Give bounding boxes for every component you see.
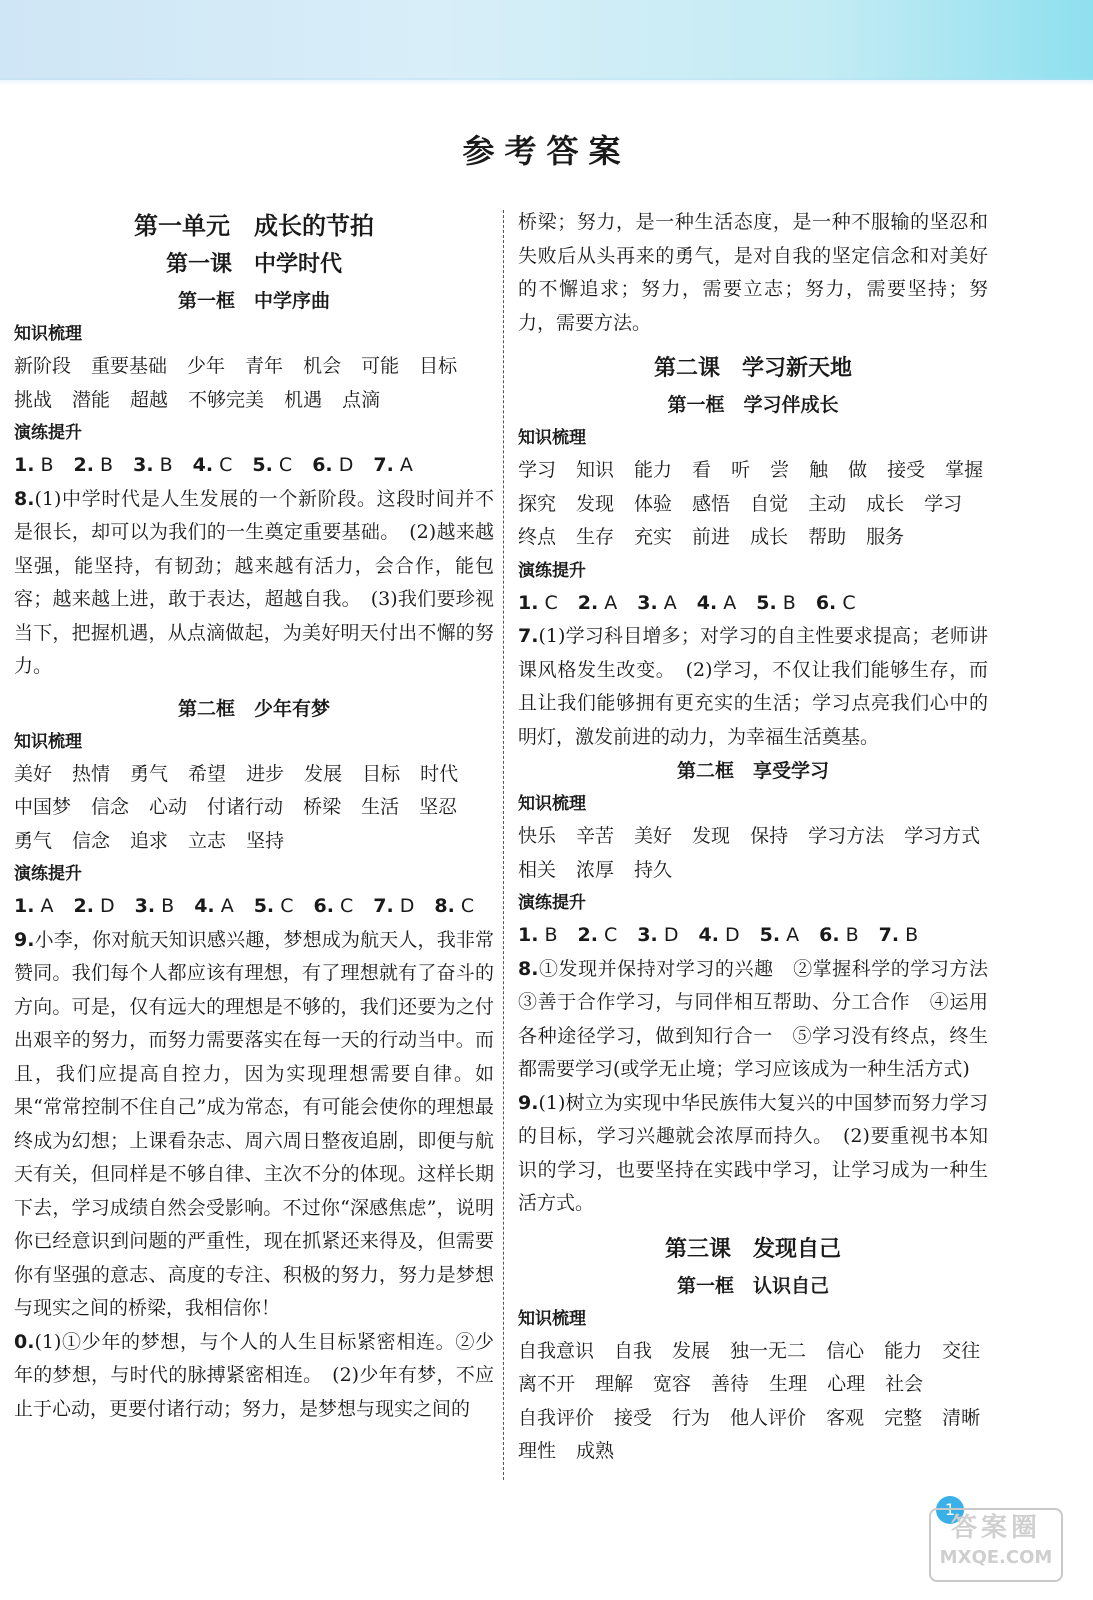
term: 自觉: [750, 492, 789, 515]
choice-answer: [74, 890, 115, 924]
term: 行为: [672, 1406, 711, 1429]
choice-number: 6.: [313, 895, 334, 917]
term: 桥梁: [303, 796, 342, 818]
answer-continuation: 桥梁；努力，是一种生活态度，是一种不服输的坚忍和失败后从头再来的勇气，是对自我的坚定信念和对美好的不懈追求；努力，需要立志；努力，需要坚持；努力，需要方法。: [518, 211, 988, 334]
term: 学习方法: [808, 825, 885, 847]
choice-answer: [434, 890, 474, 924]
frame-heading: 第二框 享受学习: [676, 760, 829, 782]
question-number: 8.: [14, 487, 35, 510]
section-label: 演练提升: [518, 893, 586, 913]
choice-answer: [135, 890, 175, 924]
section-label: 知识梳理: [14, 731, 82, 752]
choice-answer: [578, 919, 618, 953]
term: 离不开: [518, 1373, 576, 1395]
term: 主动: [808, 492, 847, 515]
choice-letter: A: [399, 454, 413, 476]
choice-number: 7.: [878, 924, 900, 946]
term: 宽容: [653, 1373, 692, 1395]
term: 点滴: [342, 388, 381, 411]
term: 学习: [518, 459, 557, 481]
top-color-band: [0, 0, 1093, 80]
choice-number: 1.: [14, 454, 35, 476]
term: 发展: [672, 1339, 711, 1362]
term-list: [518, 820, 988, 887]
term-list: [518, 454, 988, 555]
frame-heading: 第二框 少年有梦: [177, 697, 330, 720]
term: 体验: [634, 492, 673, 515]
choice-number: 7.: [373, 895, 394, 917]
term: 自我评价: [518, 1406, 595, 1429]
term: 时代: [420, 762, 459, 785]
choice-number: 5.: [252, 454, 273, 476]
choice-answer: [637, 919, 678, 953]
choice-letter: C: [604, 924, 618, 946]
section-label: 知识梳理: [518, 794, 586, 814]
choice-answer: [760, 919, 800, 953]
choice-answer: [879, 919, 919, 953]
choice-answer: [14, 890, 54, 924]
term: 希望: [188, 762, 227, 785]
term: 理解: [595, 1373, 634, 1395]
question-number: 7.: [518, 625, 539, 647]
answer-text: ①发现并保持对学习的兴趣 ②掌握科学的学习方法 ③善于合作学习，与同伴相互帮助、分工合作 ④运用各种途径学习，做到知行合一 ⑤学习没有终点，终生都需要学习(或学无止境；学习应该成为一种生活方式): [518, 957, 1008, 1080]
term: 生活: [361, 796, 400, 818]
term: 少年: [187, 355, 226, 377]
term: 保持: [750, 825, 789, 847]
term: 生理: [769, 1373, 808, 1395]
answer-text: (1)学习科目增多；对学习的自主性要求提高；老师讲课风格发生改变。 (2)学习，不仅让我们能够生存，而且让我们能够拥有更充实的生活；学习点亮我们心中的明灯，激发前进的动力，为幸福生活奠基。: [518, 625, 988, 748]
choice-answer: [373, 449, 413, 483]
choice-answer: [637, 587, 677, 621]
section-label: 知识梳理: [14, 324, 82, 344]
term: 能力: [884, 1339, 923, 1362]
choice-answer: [14, 449, 54, 483]
choice-letter: C: [544, 591, 558, 614]
term: 终点: [518, 526, 557, 548]
term: 追求: [130, 829, 169, 852]
term: 目标: [362, 762, 401, 785]
term: 进步: [246, 762, 285, 785]
choice-letter: C: [278, 454, 293, 476]
term: 服务: [866, 526, 905, 548]
choice-number: 4.: [698, 924, 719, 946]
lesson-heading: 第二课 学习新天地: [653, 356, 852, 381]
watermark-logo-text: 答案圈: [950, 1513, 1041, 1543]
term: 自我意识: [518, 1339, 595, 1362]
choice-letter: A: [604, 591, 618, 614]
choice-letter: B: [845, 924, 859, 946]
term: 持久: [634, 858, 673, 881]
choice-answer: [194, 890, 234, 924]
term: 听: [731, 459, 751, 481]
section-label: 知识梳理: [518, 428, 586, 448]
term: 相关: [518, 858, 557, 881]
answer-text: (1)①少年的梦想，与个人的人生目标紧密相连。②少年的梦想，与时代的脉搏紧密相连。 (2)少年有梦，不应止于心动，更要付诸行动；努力，是梦想与现实之间的: [14, 1330, 494, 1420]
term: 机遇: [284, 388, 323, 411]
choice-answer: [819, 919, 859, 953]
term: 不够完美: [188, 388, 265, 411]
choice-letter: C: [219, 454, 233, 476]
choice-answers: [14, 890, 494, 924]
term: 社会: [885, 1373, 924, 1395]
term: 善待: [711, 1373, 750, 1395]
term: 发现: [576, 492, 615, 515]
choice-answer: [697, 587, 737, 621]
term: 信心: [826, 1339, 865, 1362]
term: 心动: [149, 796, 188, 818]
term: 辛苦: [576, 825, 615, 847]
choice-number: 2.: [73, 895, 94, 917]
term: 挑战: [14, 388, 53, 411]
choice-number: 3.: [637, 924, 658, 946]
page-number: 1: [936, 1496, 964, 1524]
choice-letter: D: [338, 454, 354, 476]
choice-number: 7.: [373, 454, 394, 476]
question-number: 9.: [518, 1091, 539, 1114]
term: 清晰: [942, 1406, 981, 1429]
choice-letter: B: [159, 454, 173, 476]
term: 目标: [419, 355, 458, 377]
section-label: 知识梳理: [518, 1308, 586, 1329]
choice-number: 8.: [434, 895, 455, 917]
term: 美好: [14, 762, 53, 785]
term: 勇气: [14, 829, 53, 852]
term: 看: [692, 459, 712, 481]
term: 完整: [884, 1406, 923, 1429]
choice-answer: [578, 587, 618, 621]
term: 独一无二: [730, 1339, 807, 1362]
answer-text: 小李，你对航天知识感兴趣，梦想成为航天人，我非常赞同。我们每个人都应该有理想，有了理想就有了奋斗的方向。可是，仅有远大的理想是不够的，我们还要为之付出艰辛的努力，而努力需要落实在每一天的行动当中。而且，我们应提高自控力，因为实现理想需要自律。如果“常常控制不住自己”成为常态，有可能会使你的理想最终成为幻想；上课看杂志、周六周日整夜追剧，即便与航天有关，但同样是不够自律、主次不分的体现。这样长期下去，学习成绩自然会受影响。不过你“深感焦虑”，说明你已经意识到问题的严重性，现在抓紧还来得及，但需要你有坚强的意志、高度的专注、积极的努力，努力是梦想与现实之间的桥梁，我相信你！: [14, 928, 494, 1319]
frame-heading: 第一框 中学序曲: [177, 290, 330, 312]
term-list: [14, 350, 494, 417]
frame-heading: 第一框 学习伴成长: [667, 394, 839, 416]
term: 接受: [887, 459, 926, 481]
question-number: 0.: [14, 1330, 35, 1353]
watermark-url: MXQE.COM: [939, 1547, 1053, 1568]
answer-paragraph: [518, 1087, 988, 1221]
term: 可能: [361, 355, 400, 377]
choice-letter: B: [544, 924, 558, 946]
term: 立志: [188, 829, 227, 852]
term: 重要基础: [91, 355, 168, 377]
section-label: 演练提升: [14, 864, 82, 884]
choice-number: 4.: [192, 454, 214, 476]
choice-letter: C: [460, 895, 475, 917]
term: 前进: [692, 526, 731, 548]
choice-number: 6.: [815, 591, 837, 614]
choice-answer: [313, 890, 353, 924]
term: 坚忍: [419, 796, 458, 818]
term: 坚持: [246, 829, 285, 852]
question-number: 9.: [14, 928, 35, 951]
term: 美好: [634, 825, 673, 847]
choice-number: 4.: [194, 895, 215, 917]
choice-answer: [756, 587, 796, 621]
choice-letter: D: [724, 924, 740, 946]
choice-letter: D: [399, 895, 415, 917]
choice-answer: [254, 890, 294, 924]
term: 浓厚: [576, 858, 615, 881]
term: 交往: [942, 1339, 981, 1362]
term: 新阶段: [14, 355, 72, 377]
term: 接受: [614, 1406, 653, 1429]
term: 学习方式: [904, 825, 981, 847]
term: 充实: [634, 526, 673, 548]
term: 学习: [924, 492, 963, 515]
section-label: 演练提升: [14, 423, 82, 443]
term: 潜能: [72, 388, 111, 411]
answer-paragraph: [14, 1326, 494, 1427]
page-title: 参考答案: [462, 132, 631, 170]
choice-letter: A: [786, 924, 800, 946]
choice-answer: [252, 449, 292, 483]
choice-number: 1.: [518, 591, 539, 614]
choice-number: 5.: [756, 591, 777, 614]
lesson-heading: 第三课 发现自己: [664, 1236, 841, 1262]
choice-letter: A: [723, 591, 737, 614]
term: 发展: [304, 762, 343, 785]
term: 信念: [72, 829, 111, 852]
term: 帮助: [808, 526, 847, 548]
choice-letter: B: [782, 591, 796, 614]
term: 热情: [72, 762, 111, 785]
term: 客观: [826, 1406, 865, 1429]
answer-text: (1)树立为实现中华民族伟大复兴的中国梦而努力学习的目标，学习兴趣就会浓厚而持久。 (2)要重视书本知识的学习，也要坚持在实践中学习，让学习成为一种生活方式。: [518, 1091, 988, 1214]
choice-letter: D: [100, 895, 115, 917]
choice-answers: [14, 449, 494, 483]
choice-number: 3.: [133, 454, 154, 476]
term: 能力: [634, 459, 673, 481]
choice-letter: C: [339, 895, 354, 917]
column-divider: [503, 210, 504, 1480]
choice-letter: B: [100, 454, 114, 476]
answer-paragraph: [518, 620, 988, 754]
choice-letter: A: [40, 895, 54, 917]
term: 发现: [692, 825, 731, 847]
term: 触: [809, 459, 829, 481]
choice-letter: D: [663, 924, 679, 946]
answer-paragraph: [14, 483, 494, 684]
term: 信念: [91, 796, 130, 818]
choice-number: 5.: [253, 895, 275, 917]
answer-text: (1)中学时代是人生发展的一个新阶段。这段时间并不是很长，却可以为我们的一生奠定重要基础。 (2)越来越坚强，能坚持，有韧劲；越来越有活力，会合作，能包容；越来越上进，敢于表达，超越自我。 (3)我们要珍视当下，把握机遇，从点滴做起，为美好明天付出不懈的努力。: [14, 487, 494, 677]
choice-letter: B: [40, 454, 54, 476]
frame-heading: 第一框 认识自己: [676, 1274, 829, 1297]
choice-number: 2.: [577, 591, 599, 614]
choice-answer: [312, 449, 353, 483]
term: 中国梦: [14, 796, 72, 818]
term: 机会: [303, 355, 342, 377]
choice-number: 2.: [73, 454, 94, 476]
term: 掌握: [945, 459, 984, 481]
choice-number: 5.: [759, 924, 781, 946]
choice-number: 3.: [637, 591, 658, 614]
term: 成长: [750, 526, 789, 548]
choice-number: 6.: [819, 924, 840, 946]
choice-letter: B: [161, 895, 175, 917]
term: 青年: [245, 355, 284, 377]
term: 生存: [576, 526, 615, 548]
choice-answer: [518, 919, 558, 953]
choice-number: 2.: [577, 924, 598, 946]
choice-answer: [698, 919, 739, 953]
choice-number: 4.: [696, 591, 718, 614]
term: 他人评价: [730, 1406, 807, 1429]
choice-answer: [133, 449, 173, 483]
choice-answer: [518, 587, 558, 621]
term: 超越: [130, 388, 169, 411]
term: 勇气: [130, 762, 169, 785]
answer-paragraph: [518, 953, 1008, 1087]
term: 探究: [518, 492, 557, 515]
term: 成熟: [576, 1440, 615, 1462]
choice-answers: [518, 919, 988, 953]
section-label: 演练提升: [518, 560, 586, 581]
term: 成长: [866, 492, 905, 515]
choice-number: 3.: [134, 895, 156, 917]
term: 自我: [614, 1339, 653, 1362]
lesson-heading: 第一课 中学时代: [165, 252, 342, 277]
choice-number: 1.: [14, 895, 35, 917]
choice-answer: [373, 890, 414, 924]
choice-answer: [74, 449, 114, 483]
choice-letter: A: [663, 591, 677, 614]
term: 做: [848, 459, 868, 481]
choice-letter: B: [905, 924, 919, 946]
term: 尝: [770, 459, 790, 481]
choice-number: 1.: [518, 924, 539, 946]
left-column: [14, 206, 494, 1426]
term: 知识: [576, 459, 615, 481]
term-list: [14, 758, 494, 859]
choice-answer: [193, 449, 233, 483]
choice-letter: A: [220, 895, 234, 917]
choice-letter: C: [280, 895, 294, 917]
term: 理性: [518, 1440, 557, 1462]
site-watermark: [929, 1508, 1063, 1582]
unit-heading: 第一单元 成长的节拍: [134, 212, 374, 240]
question-number: 8.: [518, 957, 539, 980]
right-column: [518, 206, 1008, 1469]
term: 付诸行动: [207, 796, 284, 818]
term: 心理: [827, 1373, 866, 1395]
term-list: [518, 1335, 988, 1469]
term: 快乐: [518, 825, 557, 847]
choice-letter: C: [842, 591, 856, 614]
answer-paragraph: [14, 924, 494, 1326]
choice-number: 6.: [312, 454, 333, 476]
choice-answer: [816, 587, 856, 621]
choice-answers: [518, 587, 988, 621]
term: 感悟: [692, 492, 731, 515]
